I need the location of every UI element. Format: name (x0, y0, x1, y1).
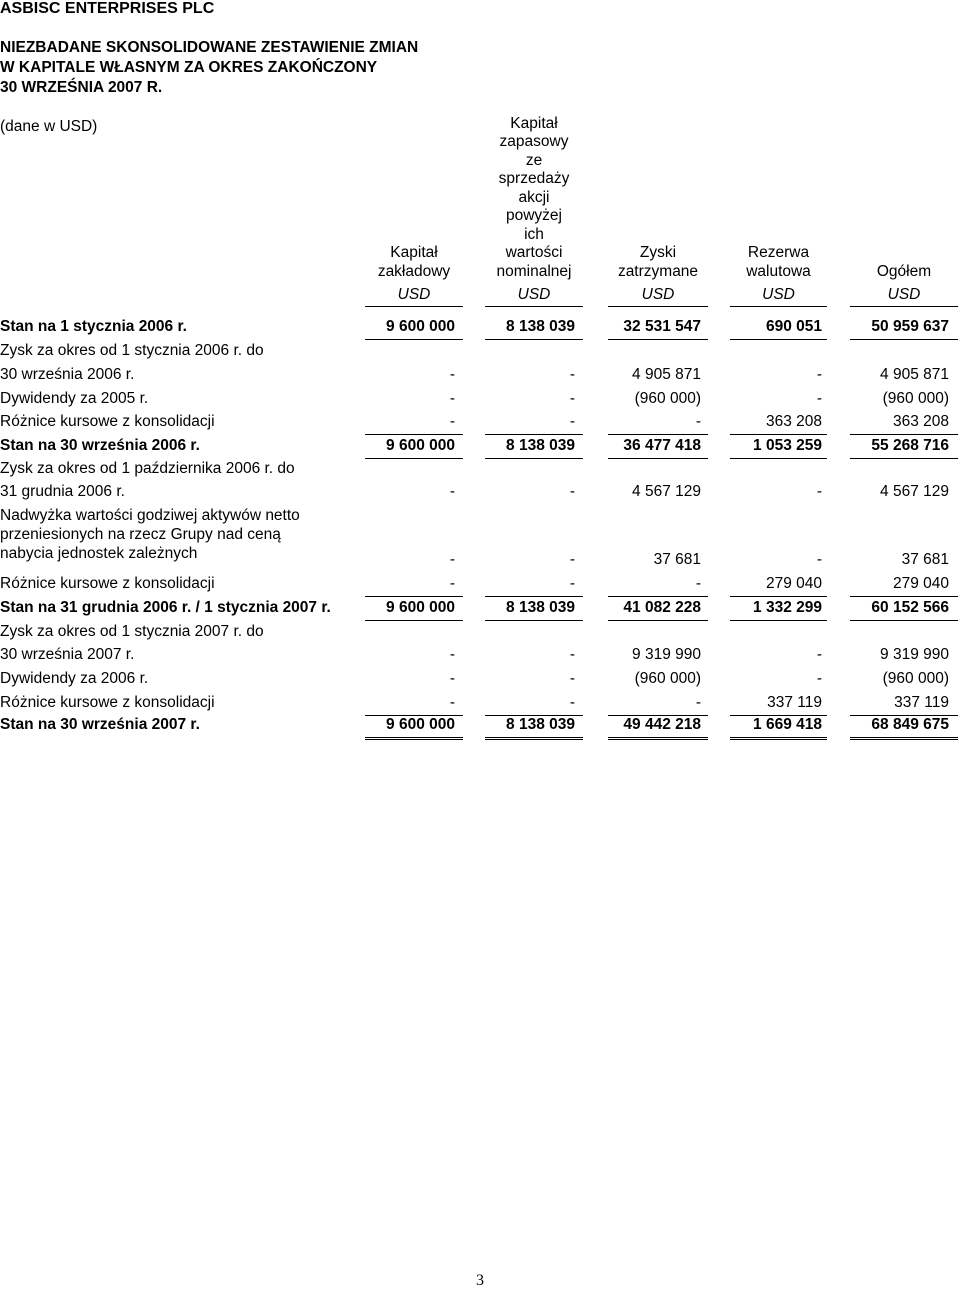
cell-value: 32 531 547 (623, 318, 701, 335)
total-rule (365, 434, 463, 435)
total-rule (850, 737, 958, 740)
column-header-line: walutowa (746, 262, 811, 280)
cell-value: - (569, 413, 575, 430)
column-header-line: sprzedaży (498, 170, 570, 187)
cell-value: 279 040 (892, 575, 949, 592)
total-rule (730, 458, 827, 459)
column-header-line: ze (525, 151, 543, 169)
cell-value: - (569, 551, 575, 568)
column-header-line: Kapitał (390, 244, 438, 261)
cell-value: 4 905 871 (632, 366, 701, 383)
total-rule (608, 737, 708, 740)
cell-value: (960 000) (634, 390, 701, 407)
cell-value: 4 567 129 (880, 483, 949, 500)
total-rule (730, 339, 827, 340)
cell-value: - (569, 390, 575, 407)
cell-value: 55 268 716 (871, 437, 949, 454)
row-label: Nadwyżka wartości godziwej aktywów netto (0, 507, 300, 524)
total-rule (365, 737, 463, 740)
total-rule (608, 620, 708, 621)
unit-note: (dane w USD) (0, 118, 98, 135)
total-rule (850, 339, 958, 340)
total-rule (850, 620, 958, 621)
total-rule (850, 596, 958, 597)
cell-value: 60 152 566 (871, 599, 949, 616)
total-rule (850, 434, 958, 435)
cell-value: - (569, 483, 575, 500)
row-label: Różnice kursowe z konsolidacji (0, 575, 215, 592)
column-header-line: akcji (518, 188, 550, 206)
row-label: Stan na 30 września 2006 r. (0, 437, 200, 454)
total-rule (365, 339, 463, 340)
cell-value: - (569, 575, 575, 592)
cell-value: - (449, 646, 455, 663)
row-label: 30 września 2007 r. (0, 646, 135, 663)
cell-value: 8 138 039 (506, 716, 575, 733)
cell-value: 9 319 990 (632, 646, 701, 663)
cell-value: (960 000) (882, 670, 949, 687)
column-header-line: Ogółem (876, 262, 932, 280)
cell-value: - (695, 694, 701, 711)
cell-value: 337 119 (767, 694, 822, 711)
cell-value: - (449, 413, 455, 430)
total-rule (485, 620, 583, 621)
total-rule (365, 620, 463, 621)
column-header (485, 115, 583, 282)
cell-value: - (816, 366, 822, 383)
cell-value: - (569, 366, 575, 383)
column-header-line: Kapitał (510, 114, 558, 132)
row-label: Stan na 31 grudnia 2006 r. / 1 stycznia 2007 r. (0, 599, 331, 616)
column-header-line: ich (524, 225, 544, 243)
cell-value: 41 082 228 (623, 599, 701, 616)
total-rule (485, 434, 583, 435)
cell-value: 4 905 871 (880, 366, 949, 383)
cell-value: - (449, 694, 455, 711)
total-rule (730, 434, 827, 435)
column-header (365, 244, 463, 281)
row-label: Zysk za okres od 1 października 2006 r. do (0, 460, 295, 477)
cell-value: 37 681 (653, 551, 701, 568)
column-unit: USD (850, 286, 958, 307)
row-label: Różnice kursowe z konsolidacji (0, 413, 215, 430)
column-header-line: Zyski (639, 244, 677, 261)
total-rule (365, 458, 463, 459)
title-line: W KAPITALE WŁASNYM ZA OKRES ZAKOŃCZONY (0, 59, 378, 76)
cell-value: - (449, 390, 455, 407)
column-header-line: nominalnej (496, 262, 572, 280)
cell-value: 37 681 (901, 551, 949, 568)
cell-value: - (816, 390, 822, 407)
row-label: Dywidendy za 2006 r. (0, 670, 149, 687)
row-label: Dywidendy za 2005 r. (0, 390, 149, 407)
cell-value: - (449, 366, 455, 383)
row-label: Zysk za okres od 1 stycznia 2006 r. do (0, 342, 264, 359)
column-header-line: zakładowy (377, 262, 451, 280)
title-line: NIEZBADANE SKONSOLIDOWANE ZESTAWIENIE ZMIAN (0, 39, 419, 56)
cell-value: - (449, 670, 455, 687)
cell-value: 1 053 259 (753, 437, 822, 454)
statement-title (0, 38, 418, 98)
cell-value: - (569, 694, 575, 711)
cell-value: - (449, 551, 455, 568)
company-name: ASBISC ENTERPRISES PLC (0, 0, 215, 17)
total-rule (730, 596, 827, 597)
cell-value: - (816, 483, 822, 500)
column-header-line: zapasowy (499, 133, 569, 150)
cell-value: 337 119 (894, 694, 949, 711)
cell-value: - (816, 551, 822, 568)
column-unit: USD (365, 286, 463, 307)
row-label: 31 grudnia 2006 r. (0, 483, 125, 500)
cell-value: 8 138 039 (506, 437, 575, 454)
column-header-line: powyżej (506, 207, 562, 224)
cell-value: 9 600 000 (386, 437, 455, 454)
row-label: Stan na 30 września 2007 r. (0, 716, 200, 733)
cell-value: 9 600 000 (386, 318, 455, 335)
cell-value: - (695, 575, 701, 592)
column-unit: USD (730, 286, 827, 307)
total-rule (608, 339, 708, 340)
column-header (850, 263, 958, 282)
cell-value: - (569, 670, 575, 687)
title-line: 30 WRZEŚNIA 2007 R. (0, 79, 163, 96)
cell-value: - (695, 413, 701, 430)
cell-value: 50 959 637 (871, 318, 949, 335)
cell-value: - (449, 575, 455, 592)
total-rule (608, 596, 708, 597)
cell-value: 1 669 418 (753, 716, 822, 733)
column-header-line: zatrzymane (617, 262, 699, 280)
total-rule (730, 737, 827, 740)
cell-value: 9 600 000 (386, 599, 455, 616)
total-rule (485, 737, 583, 740)
cell-value: 279 040 (765, 575, 822, 592)
cell-value: 9 319 990 (880, 646, 949, 663)
cell-value: 4 567 129 (632, 483, 701, 500)
column-header (730, 244, 827, 281)
page-number: 3 (476, 1272, 484, 1289)
cell-value: - (569, 646, 575, 663)
cell-value: 8 138 039 (506, 599, 575, 616)
total-rule (485, 596, 583, 597)
cell-value: 363 208 (765, 413, 822, 430)
column-unit: USD (608, 286, 708, 307)
cell-value: 36 477 418 (623, 437, 701, 454)
total-rule (850, 458, 958, 459)
column-header (608, 244, 708, 281)
row-label: Różnice kursowe z konsolidacji (0, 694, 215, 711)
total-rule (608, 434, 708, 435)
cell-value: 49 442 218 (623, 716, 701, 733)
cell-value: - (449, 483, 455, 500)
column-header-line: Rezerwa (747, 244, 810, 261)
cell-value: 9 600 000 (386, 716, 455, 733)
total-rule (485, 339, 583, 340)
cell-value: 1 332 299 (753, 599, 822, 616)
cell-value: - (816, 670, 822, 687)
total-rule (365, 596, 463, 597)
cell-value: - (816, 646, 822, 663)
row-label: 30 września 2006 r. (0, 366, 135, 383)
total-rule (608, 458, 708, 459)
total-rule (485, 458, 583, 459)
cell-value: 363 208 (892, 413, 949, 430)
column-unit: USD (485, 286, 583, 307)
cell-value: 8 138 039 (506, 318, 575, 335)
column-header-line: wartości (505, 244, 563, 261)
row-label: nabycia jednostek zależnych (0, 545, 198, 562)
row-label: Zysk za okres od 1 stycznia 2007 r. do (0, 623, 264, 640)
cell-value: (960 000) (882, 390, 949, 407)
cell-value: (960 000) (634, 670, 701, 687)
row-label: przeniesionych na rzecz Grupy nad ceną (0, 526, 281, 543)
row-label: Stan na 1 stycznia 2006 r. (0, 318, 187, 335)
total-rule (730, 620, 827, 621)
cell-value: 68 849 675 (871, 716, 949, 733)
cell-value: 690 051 (765, 318, 822, 335)
